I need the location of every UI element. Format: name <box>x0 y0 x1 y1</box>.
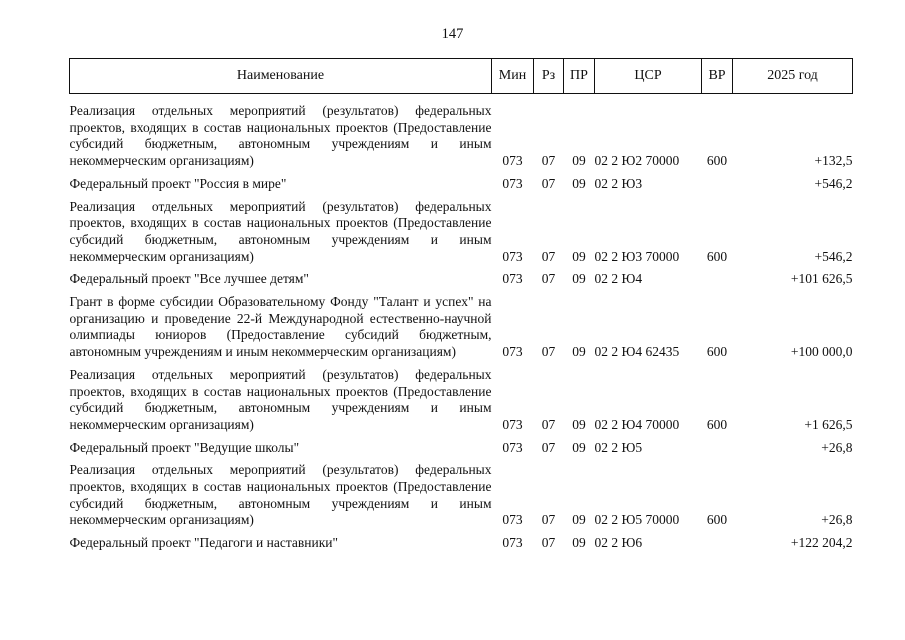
table-row <box>70 440 853 457</box>
row-pr: 09 <box>572 416 586 432</box>
row-pr: 09 <box>572 535 586 551</box>
row-rz: 07 <box>541 153 556 169</box>
row-rz: 07 <box>541 175 556 191</box>
row-csr: 02 2 Ю4 62435 <box>594 344 680 360</box>
row-min: 073 <box>502 248 523 264</box>
row-csr: 02 2 Ю4 <box>594 271 643 287</box>
row-vr: 600 <box>706 153 728 169</box>
row-min: 073 <box>502 512 523 528</box>
row-min: 073 <box>502 535 523 551</box>
row-name: Федеральный проект "Россия в мире" <box>69 175 287 191</box>
row-pr: 09 <box>572 271 586 287</box>
row-vr <box>702 535 733 552</box>
row-min: 073 <box>502 416 523 432</box>
row-amount: +26,8 <box>821 512 853 528</box>
row-vr <box>702 176 733 193</box>
table-row <box>70 535 853 552</box>
row-csr: 02 2 Ю5 70000 <box>594 512 680 528</box>
row-rz: 07 <box>541 248 556 264</box>
header-min: Мин <box>492 59 534 94</box>
row-pr: 09 <box>572 439 586 455</box>
row-pr: 09 <box>572 344 586 360</box>
row-name: Грант в форме субсидии Образовательному Фонду "Талант и успех" на организацию и проведение 22-й Международной естественно-научной олимпиады юниоров (Предоставление субсидий бюджетным, автономным учреждениям и иным некоммерческим организациям) <box>69 294 492 360</box>
row-name: Федеральный проект "Все лучшее детям" <box>69 271 309 287</box>
row-csr: 02 2 Ю3 <box>594 175 643 191</box>
row-name: Реализация отдельных мероприятий (результатов) федеральных проектов, входящих в состав национальных проектов (Предоставление субсидий бюджетным, автономным учреждениям и иным некоммерческим организациям) <box>69 198 492 264</box>
row-name: Реализация отдельных мероприятий (результатов) федеральных проектов, входящих в состав национальных проектов (Предоставление субсидий бюджетным, автономным учреждениям и иным некоммерческим организациям) <box>69 103 492 169</box>
table-row <box>70 294 853 361</box>
table-header-row <box>70 59 853 94</box>
row-rz: 07 <box>541 535 556 551</box>
row-amount: +100 000,0 <box>790 344 853 360</box>
row-name: Федеральный проект "Педагоги и наставники" <box>69 535 339 551</box>
row-min: 073 <box>502 271 523 287</box>
table-row <box>70 271 853 288</box>
row-rz: 07 <box>541 416 556 432</box>
row-rz: 07 <box>541 439 556 455</box>
row-vr: 600 <box>706 248 728 264</box>
row-amount: +546,2 <box>814 248 853 264</box>
row-min: 073 <box>502 153 523 169</box>
row-amount: +1 626,5 <box>804 416 853 432</box>
row-vr <box>702 440 733 457</box>
row-name: Федеральный проект "Ведущие школы" <box>69 439 300 455</box>
row-amount: +546,2 <box>814 175 853 191</box>
row-csr: 02 2 Ю4 70000 <box>594 416 680 432</box>
row-vr <box>702 271 733 288</box>
header-name: Наименование <box>70 59 492 94</box>
row-pr: 09 <box>572 248 586 264</box>
page-number: 147 <box>441 26 464 42</box>
header-csr: ЦСР <box>595 59 702 94</box>
row-vr: 600 <box>706 416 728 432</box>
row-csr: 02 2 Ю6 <box>594 535 643 551</box>
row-csr: 02 2 Ю3 70000 <box>594 248 680 264</box>
row-amount: +132,5 <box>814 153 853 169</box>
row-pr: 09 <box>572 512 586 528</box>
row-pr: 09 <box>572 175 586 191</box>
row-rz: 07 <box>541 512 556 528</box>
row-csr: 02 2 Ю5 <box>594 439 643 455</box>
row-amount: +26,8 <box>821 439 853 455</box>
table-row <box>70 367 853 434</box>
row-csr: 02 2 Ю2 70000 <box>594 153 680 169</box>
row-rz: 07 <box>541 271 556 287</box>
header-rz: Рз <box>534 59 564 94</box>
table-row <box>70 462 853 529</box>
table-row <box>70 176 853 193</box>
row-min: 073 <box>502 439 523 455</box>
table-row <box>70 199 853 266</box>
row-vr: 600 <box>706 344 728 360</box>
row-name: Реализация отдельных мероприятий (результатов) федеральных проектов, входящих в состав национальных проектов (Предоставление субсидий бюджетным, автономным учреждениям и иным некоммерческим организациям) <box>69 366 492 432</box>
row-amount: +101 626,5 <box>790 271 853 287</box>
row-pr: 09 <box>572 153 586 169</box>
row-min: 073 <box>502 344 523 360</box>
row-rz: 07 <box>541 344 556 360</box>
header-pr: ПР <box>564 59 595 94</box>
row-vr: 600 <box>706 512 728 528</box>
budget-table <box>69 58 853 552</box>
header-year: 2025 год <box>733 59 853 94</box>
row-min: 073 <box>502 175 523 191</box>
header-vr: ВР <box>702 59 733 94</box>
row-amount: +122 204,2 <box>790 535 853 551</box>
row-name: Реализация отдельных мероприятий (результатов) федеральных проектов, входящих в состав национальных проектов (Предоставление субсидий бюджетным, автономным учреждениям и иным некоммерческим организациям) <box>69 462 492 528</box>
table-row <box>70 103 853 170</box>
